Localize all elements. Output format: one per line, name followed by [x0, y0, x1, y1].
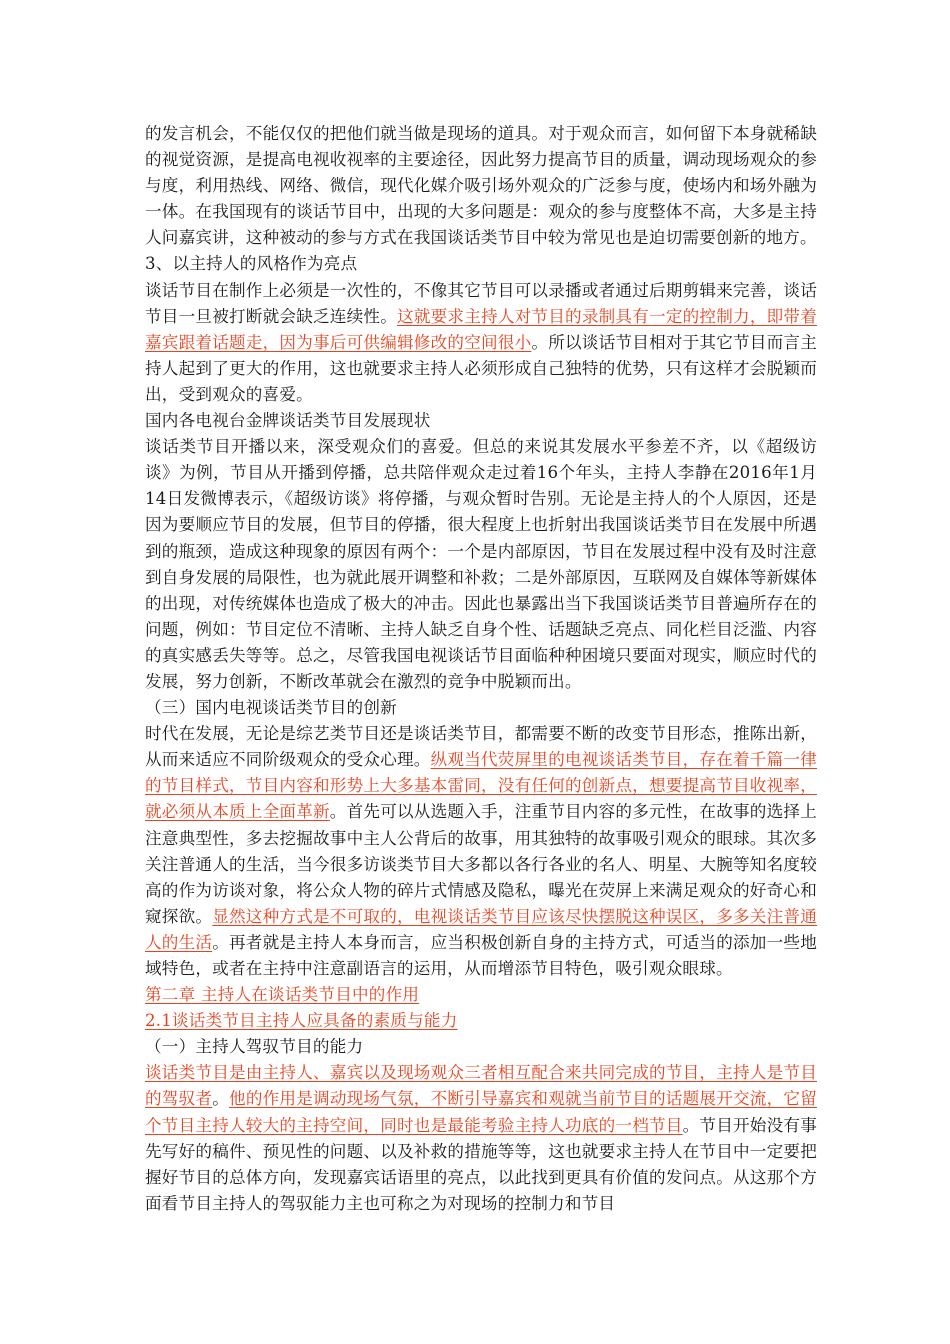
- body-paragraph: [145, 1060, 817, 1217]
- text-run: 3、以主持人的风格作为亮点: [145, 254, 358, 274]
- highlighted-text: 谈话类节目是由主持人、嘉宾以及现场观众三者相互配合来共同完成的节目，主持人是节目的驾驭者: [145, 1063, 817, 1109]
- text-run: 。节目开始没有事先写好的稿件、预见性的问题、以及补救的措施等等，这也就要求主持人在节目中一定要把握好节目的总体方向，发现嘉宾话语里的亮点，以此找到更具有价值的发问点。从这那个方面看节目主持人的驾驭能力主也可称之为对现场的控制力和节目: [145, 1115, 817, 1213]
- highlighted-heading-text: 第二章 主持人在谈话类节目中的作用: [145, 985, 420, 1005]
- highlighted-text: 这就要求主持人对节目的录制具有一定的控制力，即带着嘉宾跟着话题走，因为事后可供编辑修改的空间很小: [145, 306, 818, 352]
- highlighted-text: 他的作用是调动现场气氛，不断引导嘉宾和观就当前节目的话题展开交流，它留个节目主持人较大的主持空间，同时也是最能考验主持人功底的一档节目: [145, 1089, 817, 1135]
- body-paragraph: [145, 721, 817, 982]
- highlighted-text: 显然这种方式是不可取的，电视谈话类节目应该尽快摆脱这种误区，多多关注普通人的生活: [145, 906, 817, 952]
- text-run: 的发言机会，不能仅仅的把他们就当做是现场的道具。对于观众而言，如何留下本身就稀缺的视觉资源，是提高电视收视率的主要途径，因此努力提高节目的质量，调动现场观众的参与度，利用热线、网络、微信，现代化媒介吸引场外观众的广泛参与度，使场内和场外融为一体。在我国现有的谈话节目中，出现的大多问题是：观众的参与度整体不高，大多是主持人问嘉宾讲，这种被动的参与方式在我国谈话类节目中较为常见也是迫切需要创新的地方。: [145, 124, 817, 248]
- section-heading: [145, 408, 817, 434]
- section-heading: [145, 1034, 817, 1060]
- text-run: （一）主持人驾驭节目的能力: [145, 1037, 364, 1057]
- text-run: 。首先可以从选题入手，注重节目内容的多元性，在故事的选择上注意典型性，多去挖掘故事中主人公背后的故事，用其独特的故事吸引观众的眼球。其次多关注普通人的生活，当今很多访谈类节目大多都以各行各业的名人、明星、大腕等知名度较高的作为访谈对象，将公众人物的碎片式情感及隐私，曝光在荧屏上来满足观众的好奇心和窥探欲。: [145, 802, 817, 926]
- text-run: 时代在发展，无论是综艺类节目还是谈话类节目，都需要不断的改变节目形态，推陈出新，从而来适应不同阶级观众的受众心理。: [145, 724, 817, 770]
- section-heading: [145, 982, 817, 1008]
- highlighted-text: 纵观当代荧屏里的电视谈话类节目，存在着千篇一律的节目样式，节目内容和形势上大多基本雷同，没有任何的创新点，想要提高节目收视率，就必须从本质上全面革新: [145, 750, 817, 822]
- section-heading: [145, 695, 817, 721]
- text-run: 国内各电视台金牌谈话类节目发展现状: [145, 411, 431, 431]
- highlighted-heading-text: 2.1谈话类节目主持人应具备的素质与能力: [145, 1011, 458, 1031]
- body-paragraph: [145, 434, 817, 695]
- text-run: 谈话节目在制作上必须是一次性的，不像其它节目可以录播或者通过后期剪辑来完善，谈话节目一旦被打断就会缺乏连续性。: [145, 280, 817, 326]
- document-body: [145, 121, 817, 1217]
- text-run: 。: [212, 1089, 230, 1109]
- text-run: （三）国内电视谈话类节目的创新: [145, 698, 397, 718]
- section-heading: [145, 1008, 817, 1034]
- section-heading: [145, 251, 817, 277]
- text-run: 谈话类节目开播以来，深受观众们的喜爱。但总的来说其发展水平参差不齐，以《超级访谈》为例，节目从开播到停播，总共陪伴观众走过着16个年头，主持人李静在2016年1月14日发微博表示，《超级访谈》将停播，与观众暂时告别。无论是主持人的个人原因，还是因为要顺应节目的发展，但节目的停播，很大程度上也折射出我国谈话类节目在发展中所遇到的瓶颈，造成这种现象的原因有两个：一个是内部原因，节目在发展过程中没有及时注意到自身发展的局限性，也为就此展开调整和补救；二是外部原因，互联网及自媒体等新媒体的出现，对传统媒体也造成了极大的冲击。因此也暴露出当下我国谈话类节目普遍所存在的问题，例如：节目定位不清晰、主持人缺乏自身个性、话题缺乏亮点、同化栏目泛滥、内容的真实感丢失等等。总之，尽管我国电视谈话节目面临种种困境只要面对现实，顺应时代的发展，努力创新，不断改革就会在激烈的竞争中脱颖而出。: [145, 437, 817, 691]
- body-paragraph: [145, 278, 817, 408]
- body-paragraph: [145, 121, 817, 251]
- text-run: 。再者就是主持人本身而言，应当积极创新自身的主持方式，可适当的添加一些地域特色，或者在主持中注意副语言的运用，从而增添节目特色，吸引观众眼球。: [145, 932, 817, 978]
- text-run: 。所以谈话节目相对于其它节目而言主持人起到了更大的作用，这也就要求主持人必须形成自己独特的优势，只有这样才会脱颖而出，受到观众的喜爱。: [145, 332, 817, 404]
